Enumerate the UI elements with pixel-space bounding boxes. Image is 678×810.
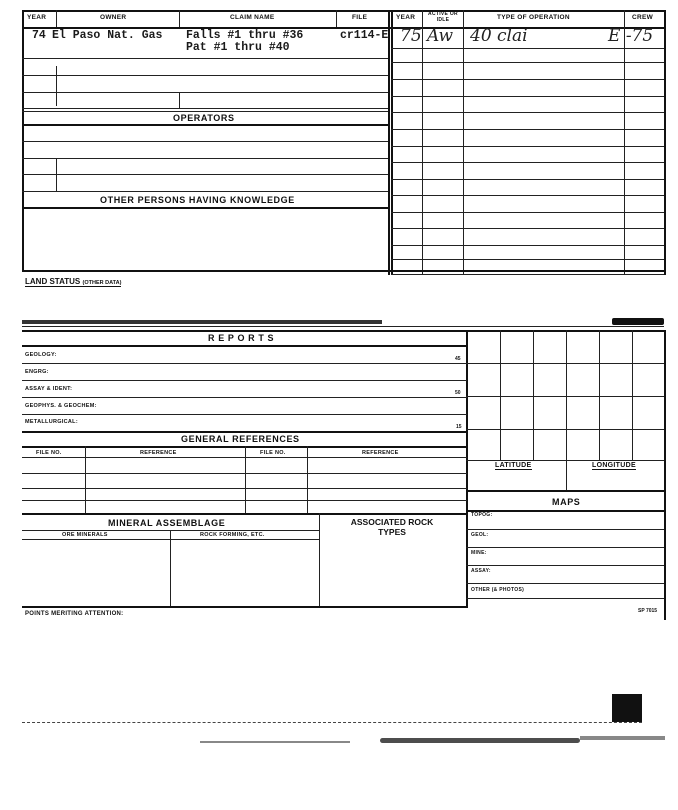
land-status-label: LAND STATUS — [25, 277, 81, 286]
report-assay: ASSAY & IDENT: — [25, 386, 73, 392]
col-owner-header: OWNER — [100, 14, 127, 21]
entry-file: cr114-E — [340, 29, 389, 42]
report-geology: GEOLOGY: — [25, 352, 57, 358]
rock-forming-label: ROCK FORMING, ETC. — [200, 532, 265, 538]
entry-owner: El Paso Nat. Gas — [52, 29, 163, 42]
associated-rock-types-heading: ASSOCIATED ROCK TYPES — [350, 517, 434, 537]
ore-minerals-label: ORE MINERALS — [62, 532, 108, 538]
report-geology-num: 45 — [455, 356, 461, 362]
map-assay: ASSAY: — [471, 568, 491, 574]
latitude-label: LATITUDE — [495, 462, 532, 469]
col-year2-header: YEAR — [396, 14, 416, 21]
ref-file-no-1: FILE NO. — [36, 450, 62, 456]
report-metallurgical: METALLURGICAL: — [25, 419, 78, 425]
map-mine: MINE: — [471, 550, 487, 556]
col-year-header: YEAR — [27, 14, 47, 21]
report-metallurgical-num: 15 — [456, 424, 462, 430]
col-file-header: FILE — [352, 14, 368, 21]
map-other: OTHER (& PHOTOS) — [471, 587, 525, 593]
report-geophys: GEOPHYS. & GEOCHEM: — [25, 403, 97, 409]
map-topog: TOPOG: — [471, 512, 493, 518]
col-crew-header: CREW — [632, 14, 654, 21]
map-geol: GEOL: — [471, 532, 489, 538]
col-claim-name-header: CLAIM NAME — [230, 14, 275, 21]
col-active-idle-header: ACTIVE OR IDLE — [428, 11, 458, 23]
other-persons-heading: OTHER PERSONS HAVING KNOWLEDGE — [100, 195, 295, 205]
ref-reference-2: REFERENCE — [362, 450, 399, 456]
longitude-label: LONGITUDE — [592, 462, 636, 469]
entry-claim-line2: Pat #1 thru #40 — [186, 41, 290, 54]
land-status-heading — [25, 277, 121, 287]
operators-heading: OPERATORS — [173, 113, 235, 123]
reports-heading: R E P O R T S — [208, 333, 275, 343]
entry-claim-line1: Falls #1 thru #36 — [186, 29, 304, 42]
entry-year: 74 — [32, 29, 46, 42]
mineral-assemblage-heading: MINERAL ASSEMBLAGE — [108, 518, 226, 528]
entry-handwritten-crew: E -75 — [608, 26, 654, 46]
ref-file-no-2: FILE NO. — [260, 450, 286, 456]
col-type-operation-header: TYPE OF OPERATION — [497, 14, 570, 21]
entry-handwritten-year-active: 75 Aw — [400, 26, 454, 46]
entry-handwritten-operation: 40 clai — [470, 26, 528, 46]
points-meriting-attention: POINTS MERITING ATTENTION: — [25, 611, 124, 617]
ref-reference-1: REFERENCE — [140, 450, 177, 456]
maps-heading: MAPS — [552, 497, 581, 507]
report-engrg: ENGRG: — [25, 369, 49, 375]
report-assay-num: 50 — [455, 390, 461, 396]
land-status-sub: (OTHER DATA) — [82, 280, 122, 286]
form-number: SP 7015 — [638, 608, 658, 614]
general-references-heading: GENERAL REFERENCES — [181, 434, 300, 444]
